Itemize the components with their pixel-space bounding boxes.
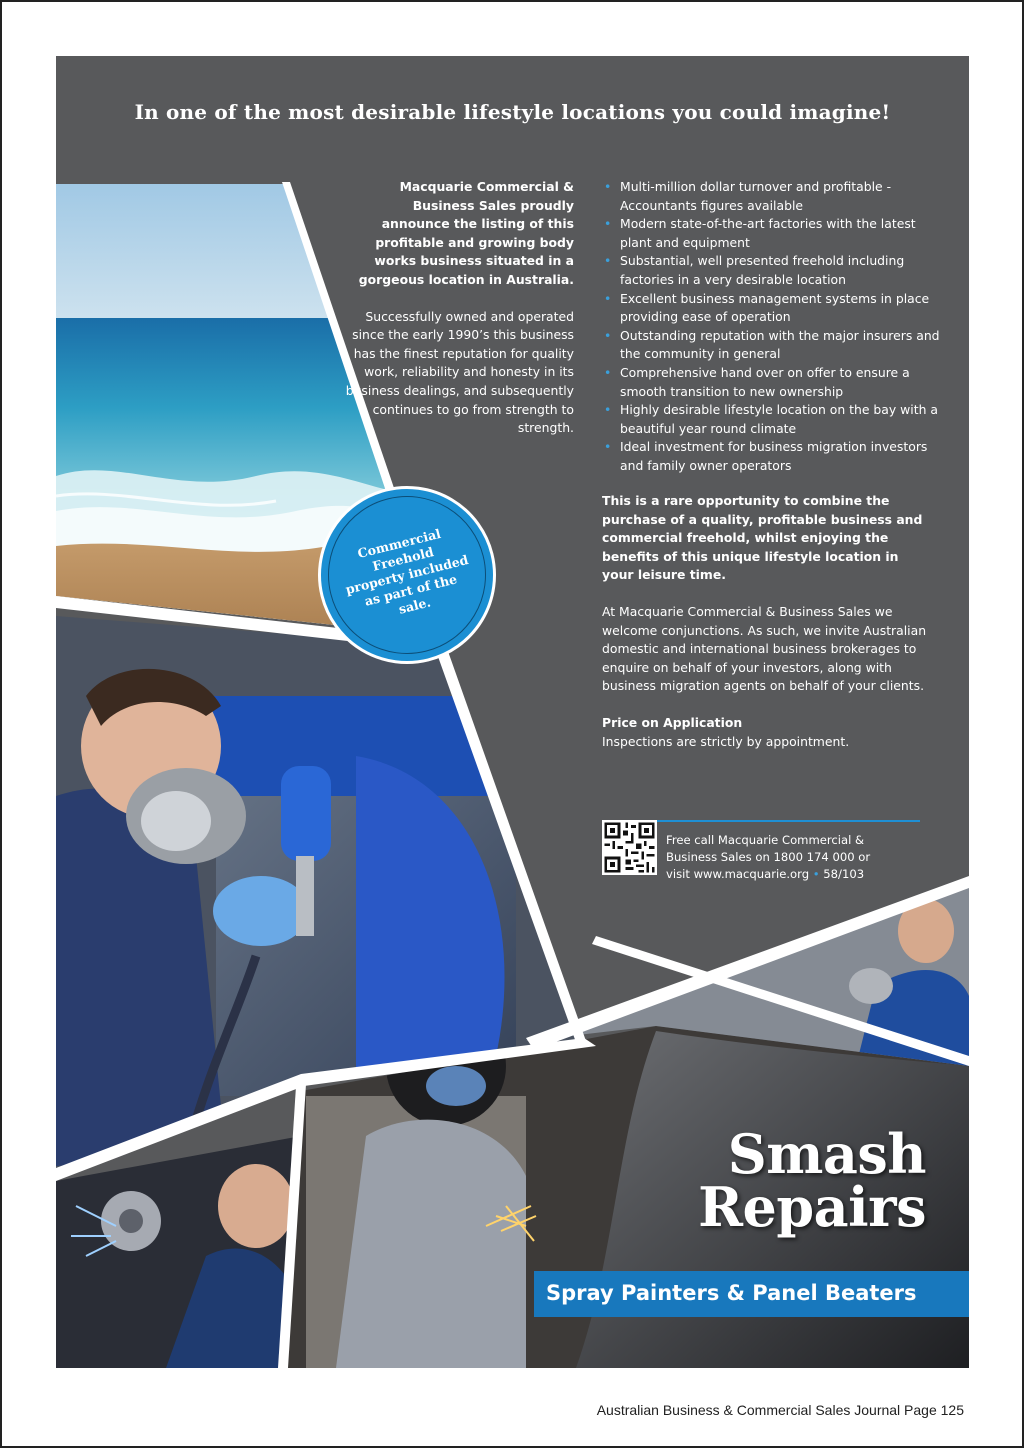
- feature-item: • Excellent business management systems in place providing ease of operation: [602, 290, 942, 327]
- advertisement: [56, 56, 969, 1368]
- tagline-text: Spray Painters & Panel Beaters: [546, 1281, 917, 1305]
- conjunctions-text: At Macquarie Commercial & Business Sales we welcome conjunctions. As such, we invite Australian domestic and international business brokerages to enquire on behalf of your investors, along with business migration agents on behalf of your clients.: [602, 603, 927, 694]
- contact-details: [666, 832, 926, 883]
- feature-item: • Outstanding reputation with the major insurers and the community in general: [602, 327, 942, 364]
- qr-code-icon[interactable]: [602, 820, 657, 875]
- feature-item: • Modern state-of-the-art factories with the latest plant and equipment: [602, 215, 942, 252]
- page-footer: Australian Business & Commercial Sales Journal Page 125: [596, 1402, 964, 1418]
- feature-item: • Highly desirable lifestyle location on the bay with a beautiful year round climate: [602, 401, 942, 438]
- feature-item: • Multi-million dollar turnover and profitable - Accountants figures available: [602, 178, 942, 215]
- feature-item: • Ideal investment for business migration investors and family owner operators: [602, 438, 942, 475]
- intro-column: [342, 178, 574, 438]
- brand-line-2: Repairs: [698, 1175, 926, 1239]
- brand-line-1: Smash: [727, 1122, 926, 1186]
- contact-line: Business Sales on 1800 174 000 or: [666, 850, 871, 864]
- body-copy: [602, 492, 932, 751]
- separator-dot: •: [812, 867, 820, 881]
- opportunity-text: This is a rare opportunity to combine the purchase of a quality, profitable business and commercial freehold, whilst enjoying the benefits of this unique lifestyle location in your leisure time.: [602, 493, 923, 583]
- feature-item: • Substantial, well presented freehold including factories in a very desirable location: [602, 252, 942, 289]
- inspections-text: Inspections are strictly by appointment.: [602, 733, 850, 749]
- feature-item: • Comprehensive hand over on offer to ensure a smooth transition to new ownership: [602, 364, 942, 401]
- tagline-banner: [534, 1271, 969, 1317]
- website-link[interactable]: visit www.macquarie.org: [666, 867, 810, 881]
- price-text: Price on Application: [602, 714, 743, 730]
- price-block: [602, 714, 932, 751]
- intro-history: Successfully owned and operated since the early 1990’s this business has the finest reputation for quality work, reliability and honesty in its business dealings, and subsequently continues to go from strength to strength.: [345, 308, 574, 436]
- badge-text: Commercial Freehold property included as part of the sale.: [343, 525, 470, 617]
- intro-lead: Macquarie Commercial & Business Sales proudly announce the listing of this profitable and growing body works business situated in a gorgeous location in Australia.: [358, 179, 574, 287]
- contact-line: Free call Macquarie Commercial &: [666, 833, 865, 847]
- contact-line: [666, 866, 926, 883]
- headline: In one of the most desirable lifestyle locations you could imagine!: [134, 100, 891, 124]
- reference-number: 58/103: [823, 867, 865, 881]
- feature-list: [602, 178, 942, 476]
- brand-logo: [616, 1122, 926, 1239]
